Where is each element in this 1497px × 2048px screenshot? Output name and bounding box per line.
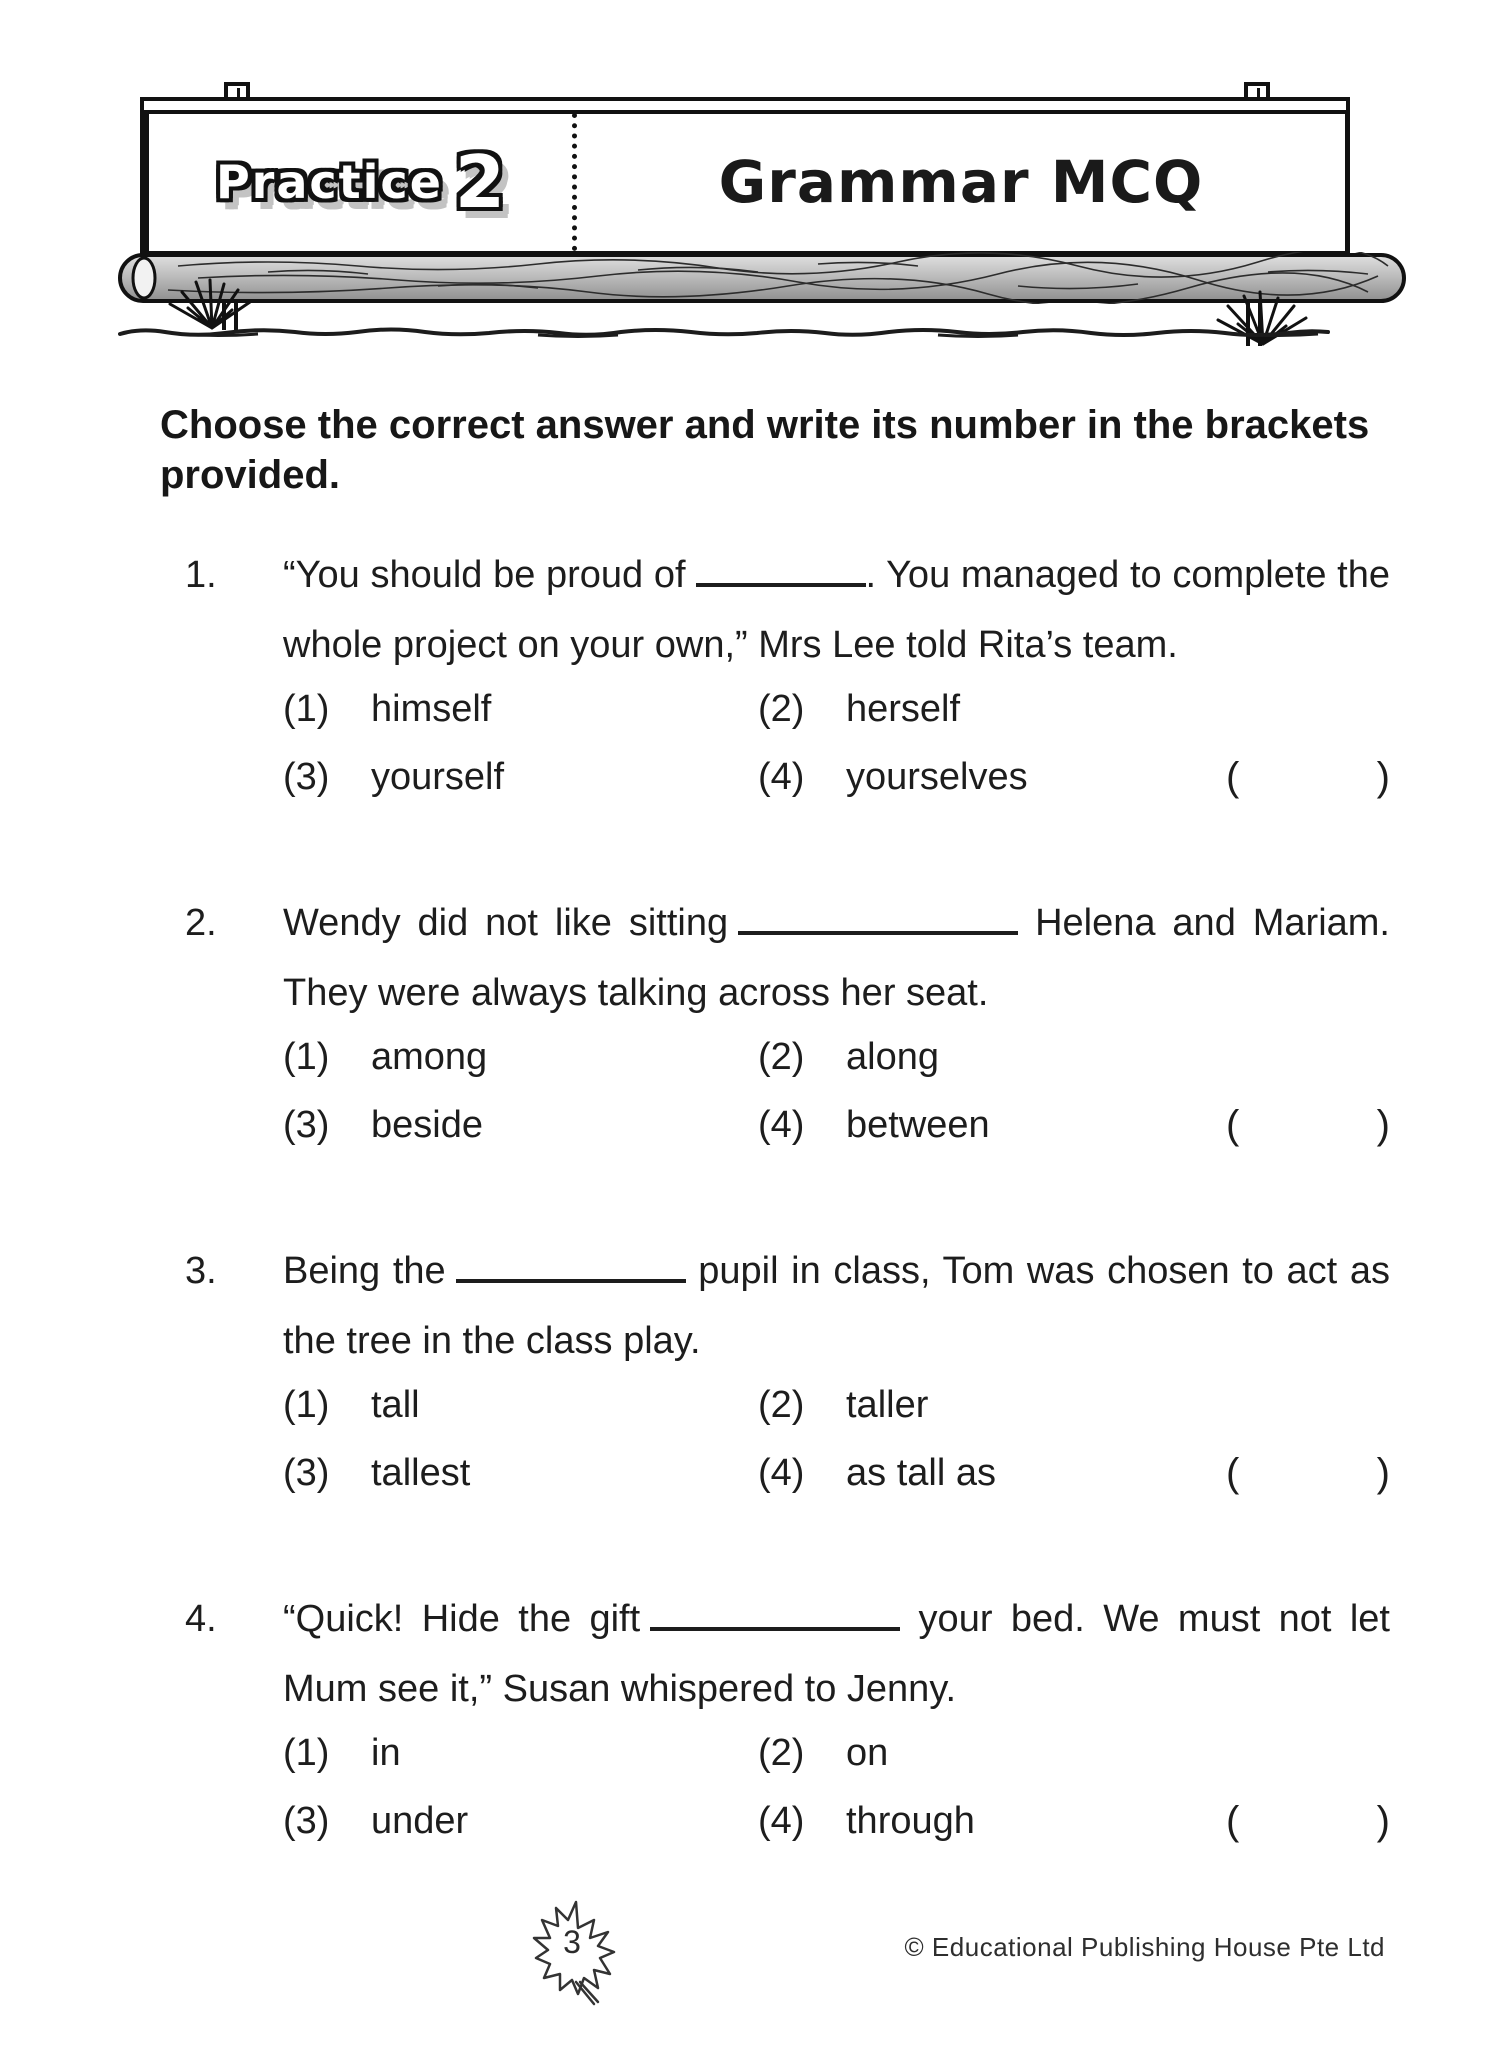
practice-label: Practice xyxy=(215,155,443,209)
option-label: (3) xyxy=(283,1104,330,1146)
option-text: beside xyxy=(371,1104,483,1146)
bracket-close: ) xyxy=(1376,755,1390,799)
bracket-open: ( xyxy=(1226,1451,1240,1495)
option-text: under xyxy=(371,1800,469,1842)
question-4 xyxy=(185,1584,1390,1844)
option-label: (3) xyxy=(283,1800,330,1842)
bracket-open: ( xyxy=(1226,1799,1240,1843)
copyright: © Educational Publishing House Pte Ltd xyxy=(904,1932,1385,1962)
option-text: in xyxy=(371,1732,401,1774)
answer-blank xyxy=(456,1251,686,1283)
option-text: yourselves xyxy=(846,756,1028,798)
question-stem xyxy=(283,888,1390,1028)
bracket-close: ) xyxy=(1376,1103,1390,1147)
option-text: on xyxy=(846,1732,889,1774)
answer-brackets xyxy=(1226,1450,1390,1496)
answer-blank xyxy=(696,555,866,587)
answer-brackets xyxy=(1226,1102,1390,1148)
question-list xyxy=(185,540,1390,1932)
question-number: 2. xyxy=(185,902,217,944)
option-text: taller xyxy=(846,1384,929,1426)
option-label: (3) xyxy=(283,756,330,798)
options-grid xyxy=(283,1034,1390,1148)
question-stem xyxy=(283,540,1390,680)
stem-text: pupil in class, Tom was chosen to act as the tree in the class play. xyxy=(283,1250,1390,1362)
question-stem xyxy=(283,1584,1390,1724)
worksheet-header xyxy=(118,82,1410,344)
option-text: tallest xyxy=(371,1452,471,1494)
option-text: tall xyxy=(371,1384,420,1426)
stem-text: “You should be proud of xyxy=(283,554,686,596)
practice-badge xyxy=(149,113,577,251)
option-text: through xyxy=(846,1800,975,1842)
question-3 xyxy=(185,1236,1390,1496)
stem-text: “Quick! Hide the gift xyxy=(283,1598,641,1640)
option-label: (1) xyxy=(283,1036,330,1078)
answer-blank xyxy=(738,903,1018,935)
option-label: (4) xyxy=(758,1800,805,1842)
option-label: (4) xyxy=(758,1104,805,1146)
option-text: along xyxy=(846,1036,939,1078)
option-label: (2) xyxy=(758,1384,805,1426)
title-section xyxy=(577,113,1345,251)
options-grid xyxy=(283,1382,1390,1496)
question-2 xyxy=(185,888,1390,1148)
answer-brackets xyxy=(1226,754,1390,800)
options-grid xyxy=(283,686,1390,800)
option-label: (2) xyxy=(758,1036,805,1078)
page-number-leaf xyxy=(520,1898,632,2010)
option-text: himself xyxy=(371,688,492,730)
option-text: yourself xyxy=(371,756,505,798)
option-text: among xyxy=(371,1036,488,1078)
grass-icon xyxy=(152,278,272,330)
stem-text: your bed. We must not let Mum see it,” Susan whispered to Jenny. xyxy=(283,1598,1390,1710)
answer-brackets xyxy=(1226,1798,1390,1844)
answer-blank xyxy=(650,1599,900,1631)
question-number: 1. xyxy=(185,554,217,596)
option-label: (3) xyxy=(283,1452,330,1494)
option-label: (2) xyxy=(758,688,805,730)
question-stem xyxy=(283,1236,1390,1376)
option-label: (1) xyxy=(283,1384,330,1426)
page-number: 3 xyxy=(563,1924,581,1960)
question-number: 3. xyxy=(185,1250,217,1292)
sign-board xyxy=(140,108,1350,256)
instructions: Choose the correct answer and write its number in the brackets provided. xyxy=(160,403,1370,497)
option-text: as tall as xyxy=(846,1452,996,1494)
stem-text: Helena and Mariam. They were always talking across her seat. xyxy=(283,902,1390,1014)
stem-text: Wendy did not like sitting xyxy=(283,902,729,944)
option-label: (4) xyxy=(758,756,805,798)
question-1 xyxy=(185,540,1390,800)
stem-text: . You managed to complete the whole project on your own,” Mrs Lee told Rita’s team. xyxy=(283,554,1390,666)
practice-number: 2 xyxy=(454,140,506,224)
options-grid xyxy=(283,1730,1390,1844)
ground-line xyxy=(118,324,1408,342)
option-label: (1) xyxy=(283,688,330,730)
stem-text: Being the xyxy=(283,1250,446,1292)
option-label: (1) xyxy=(283,1732,330,1774)
option-text: between xyxy=(846,1104,990,1146)
option-label: (4) xyxy=(758,1452,805,1494)
question-number: 4. xyxy=(185,1598,217,1640)
bracket-open: ( xyxy=(1226,1103,1240,1147)
bracket-open: ( xyxy=(1226,755,1240,799)
bracket-close: ) xyxy=(1376,1799,1390,1843)
bracket-close: ) xyxy=(1376,1451,1390,1495)
page-title: Grammar MCQ xyxy=(718,148,1204,216)
option-text: herself xyxy=(846,688,961,730)
option-label: (2) xyxy=(758,1732,805,1774)
